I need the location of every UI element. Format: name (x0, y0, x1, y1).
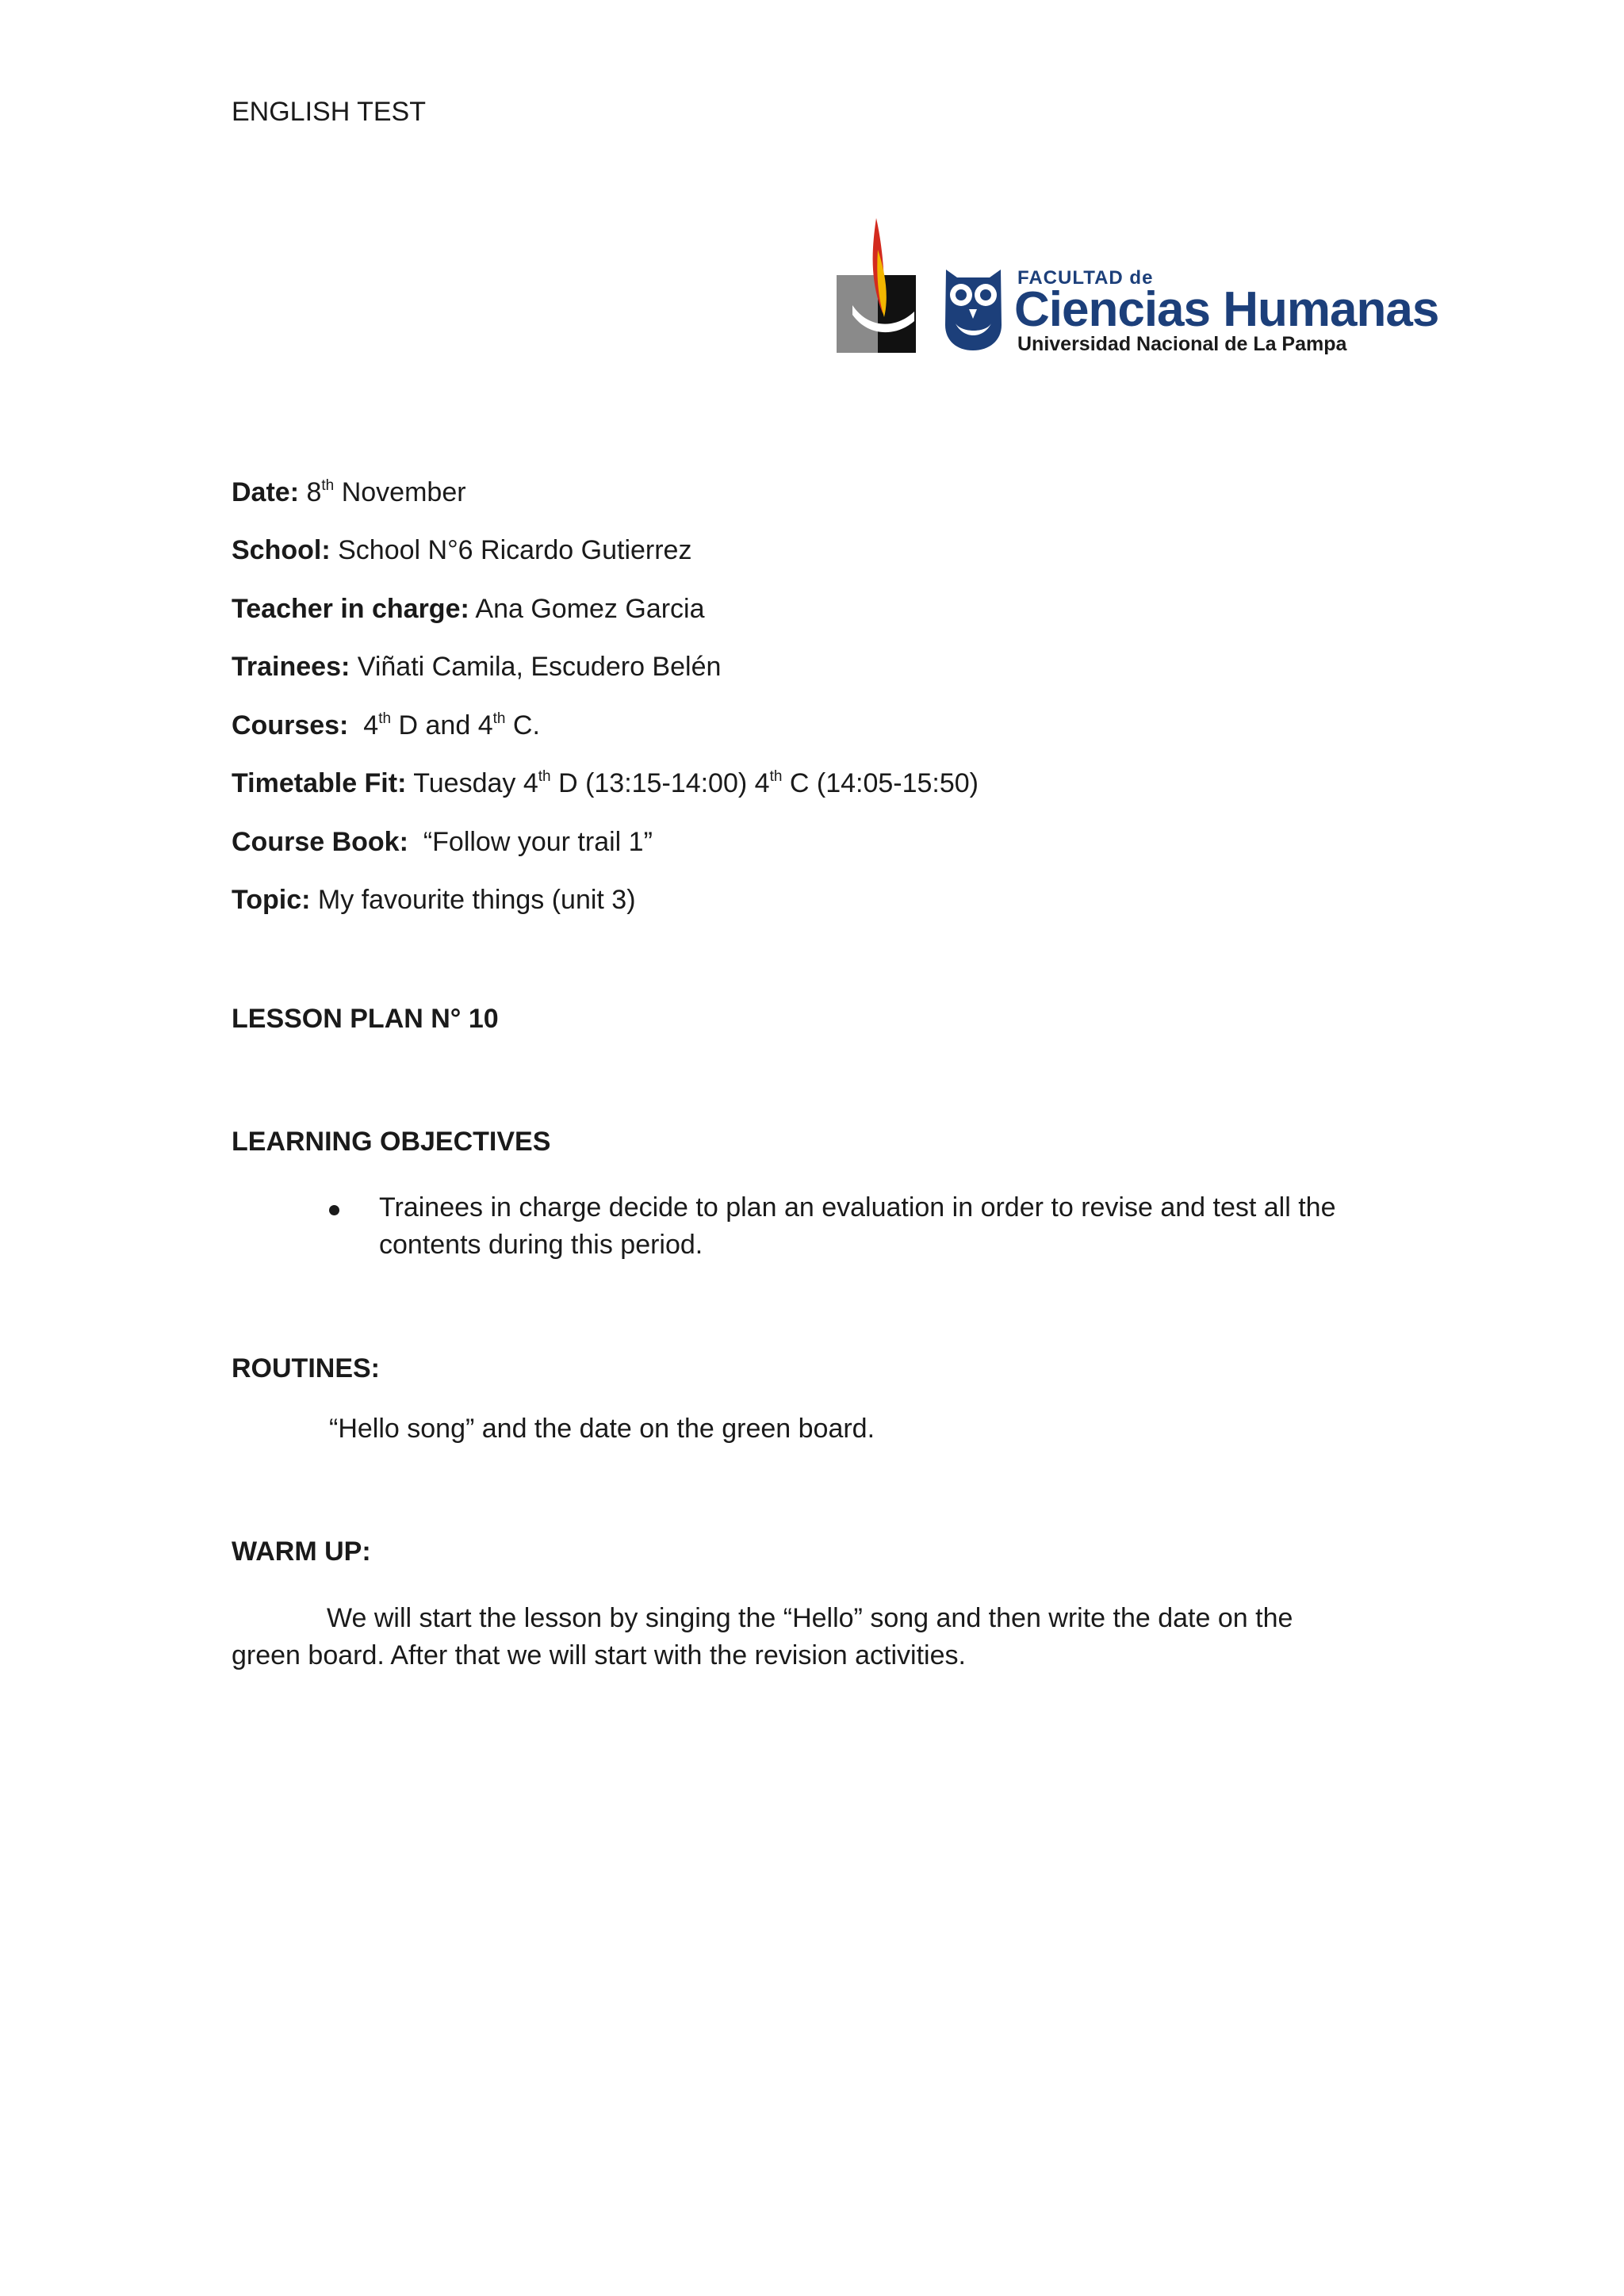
date-day: 8 (306, 477, 322, 507)
timetable-line (232, 768, 979, 799)
teacher-line (232, 594, 705, 625)
date-month: November (341, 477, 466, 507)
timetable-suffix-2: th (769, 768, 783, 785)
document-header: ENGLISH TEST (232, 97, 426, 127)
courses-line (232, 710, 540, 741)
courses-label: Courses: (232, 710, 349, 740)
routines-title: ROUTINES: (232, 1353, 380, 1383)
teacher-label: Teacher in charge: (232, 594, 469, 624)
timetable-suffix: th (538, 768, 551, 785)
warm-up-title: WARM UP: (232, 1536, 371, 1567)
logo-faculty-label: FACULTAD de (1017, 267, 1154, 289)
lesson-plan-title: LESSON PLAN N° 10 (232, 1004, 499, 1034)
courses-middle: D and 4 (398, 710, 493, 740)
courses-suffix-2: th (492, 710, 506, 727)
routines-text: “Hello song” and the date on the green board. (329, 1414, 875, 1444)
timetable-middle: D (13:15-14:00) 4 (558, 768, 770, 798)
courses-end: C. (512, 710, 540, 740)
timetable-day: Tuesday 4 (413, 768, 538, 798)
topic-label: Topic: (232, 885, 311, 915)
date-label: Date: (232, 477, 300, 507)
coursebook-line (232, 827, 653, 858)
owl-icon (940, 262, 1007, 353)
teacher-value: Ana Gomez Garcia (475, 594, 705, 624)
topic-value: My favourite things (unit 3) (317, 885, 636, 915)
timetable-label: Timetable Fit: (232, 768, 407, 798)
school-value: School N°6 Ricardo Gutierrez (338, 535, 692, 565)
objectives-title: LEARNING OBJECTIVES (232, 1127, 551, 1157)
logo-title: Ciencias Humanas (1014, 282, 1439, 337)
date-line (232, 477, 466, 508)
coursebook-label: Course Book: (232, 827, 408, 857)
bullet-icon (329, 1205, 339, 1215)
warm-up-text: We will start the lesson by singing the “Hello” song and then write the date on the green board. After that we will start with the revision activities. (232, 1603, 1293, 1670)
courses-number: 4 (363, 710, 379, 740)
trainees-line (232, 652, 721, 683)
objective-item (329, 1189, 1384, 1264)
coursebook-value: “Follow your trail 1” (423, 827, 653, 857)
trainees-label: Trainees: (232, 652, 350, 682)
flame-emblem-icon (837, 218, 924, 357)
objective-text: Trainees in charge decide to plan an evaluation in order to revise and test all the contents during this period. (379, 1192, 1336, 1260)
timetable-end: C (14:05-15:50) (789, 768, 979, 798)
trainees-value: Viñati Camila, Escudero Belén (357, 652, 722, 682)
topic-line (232, 885, 636, 916)
date-suffix: th (321, 477, 335, 494)
logo-university: Universidad Nacional de La Pampa (1017, 333, 1347, 355)
school-label: School: (232, 535, 331, 565)
courses-suffix: th (378, 710, 392, 727)
school-line (232, 535, 691, 566)
faculty-logo (837, 218, 1439, 361)
